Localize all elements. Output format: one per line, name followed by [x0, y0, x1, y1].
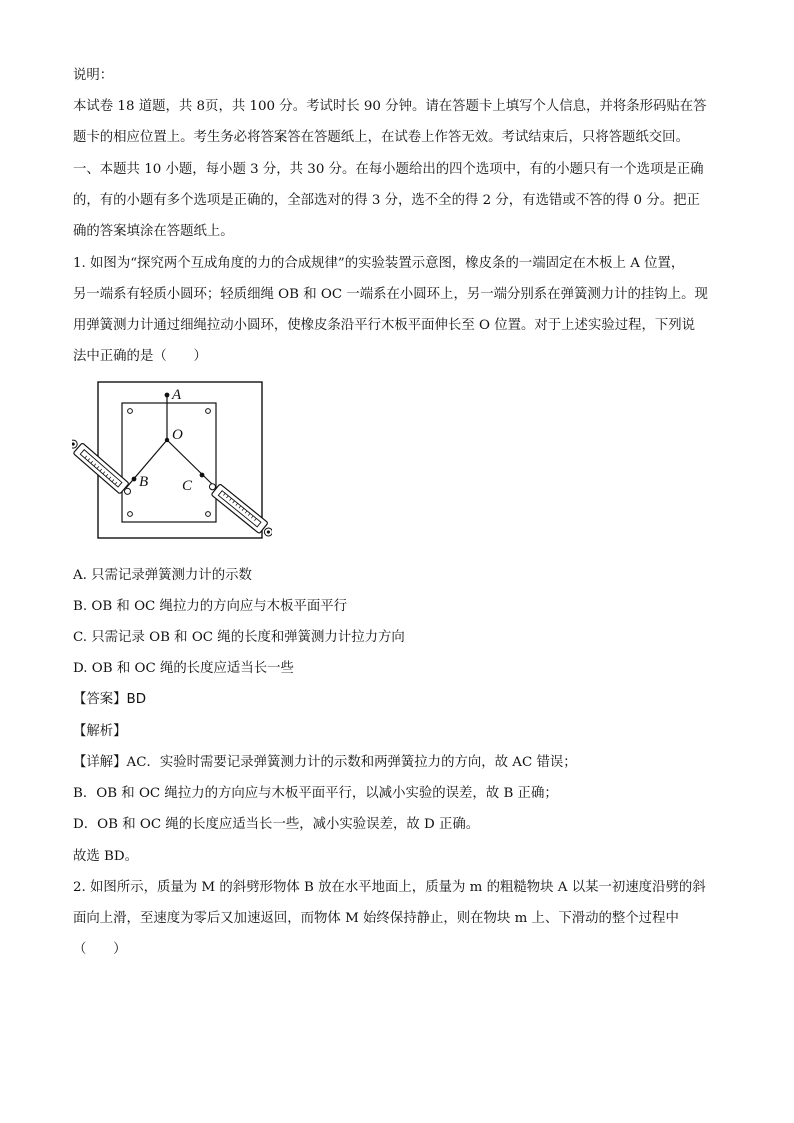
section-heading-line: 的，有的小题有多个选项是正确的，全部选对的得 3 分，选不全的得 2 分，有选错或不答的得 0 分。把正	[73, 193, 700, 208]
instructions-label: 说明：	[73, 68, 114, 83]
analysis-line: B．OB 和 OC 绳拉力的方向应与木板平面平行，以减小实验的误差，故 B 正确；	[73, 786, 558, 801]
option-d: D. OB 和 OC 绳的长度应适当长一些	[73, 661, 294, 676]
analysis-line: 【详解】AC．实验时需要记录弹簧测力计的示数和两弹簧拉力的方向，故 AC 错误；	[73, 755, 577, 770]
point-o-label: O	[172, 427, 183, 443]
analysis-title: 【解析】	[73, 724, 127, 739]
wooden-board	[122, 403, 216, 522]
question-1-stem-line: 1. 如图为“探究两个互成角度的力的合成规律”的实验装置示意图，橡皮条的一端固定在木板上 A 位置，	[73, 256, 685, 271]
point-c-dot	[200, 473, 205, 478]
point-a-dot	[165, 393, 170, 398]
instructions-line: 题卡的相应位置上。考生务必将答案答在答题纸上，在试卷上作答无效。考试结束后，只将答题纸交回。	[73, 130, 689, 145]
option-a: A. 只需记录弹簧测力计的示数	[73, 568, 252, 583]
point-b-dot	[132, 477, 137, 482]
point-a-label: A	[172, 387, 182, 403]
section-heading-line: 确的答案填涂在答题纸上。	[73, 224, 234, 239]
pin-icon	[206, 512, 211, 517]
question-1-stem-line: 用弹簧测力计通过细绳拉动小圆环，使橡皮条沿平行木板平面伸长至 O 位置。对于上述实验过程，下列说	[73, 318, 696, 333]
point-c-label: C	[182, 478, 193, 494]
point-b-label: B	[139, 474, 149, 490]
spring-balance-left	[72, 436, 134, 498]
instructions-line: 本试卷 18 道题，共 8页，共 100 分。考试时长 90 分钟。请在答题卡上填写个人信息，并将条形码贴在答	[73, 99, 707, 114]
experiment-apparatus-diagram	[72, 380, 272, 555]
question-2-stem-line: 2. 如图所示，质量为 M 的斜劈形物体 B 放在水平地面上，质量为 m 的粗糙物块 A 以某一初速度沿劈的斜	[73, 880, 706, 895]
question-1-stem-line: 法中正确的是（ ）	[73, 349, 207, 364]
answer-line: 【答案】BD	[73, 692, 147, 707]
pin-icon	[128, 409, 133, 414]
option-b: B. OB 和 OC 绳拉力的方向应与木板平面平行	[73, 599, 348, 614]
section-heading-line: 一、本题共 10 小题，每小题 3 分，共 30 分。在每小题给出的四个选项中，有的小题只有一个选项是正确	[73, 162, 704, 177]
pin-icon	[206, 409, 211, 414]
question-2-stem-line: 面向上滑，至速度为零后又加速返回，而物体 M 始终保持静止，则在物块 m 上、下滑动的整个过程中	[73, 911, 679, 926]
question-1-stem-line: 另一端系有轻质小圆环；轻质细绳 OB 和 OC 一端系在小圆环上，另一端分别系在弹簧测力计的挂钩上。现	[73, 287, 708, 302]
option-c: C. 只需记录 OB 和 OC 绳的长度和弹簧测力计拉力方向	[73, 630, 405, 645]
question-2-stem-line: （ ）	[73, 942, 127, 957]
analysis-line: 故选 BD。	[73, 849, 139, 864]
analysis-line: D．OB 和 OC 绳的长度应适当长一些，减小实验误差，故 D 正确。	[73, 817, 480, 832]
pin-icon	[128, 512, 133, 517]
